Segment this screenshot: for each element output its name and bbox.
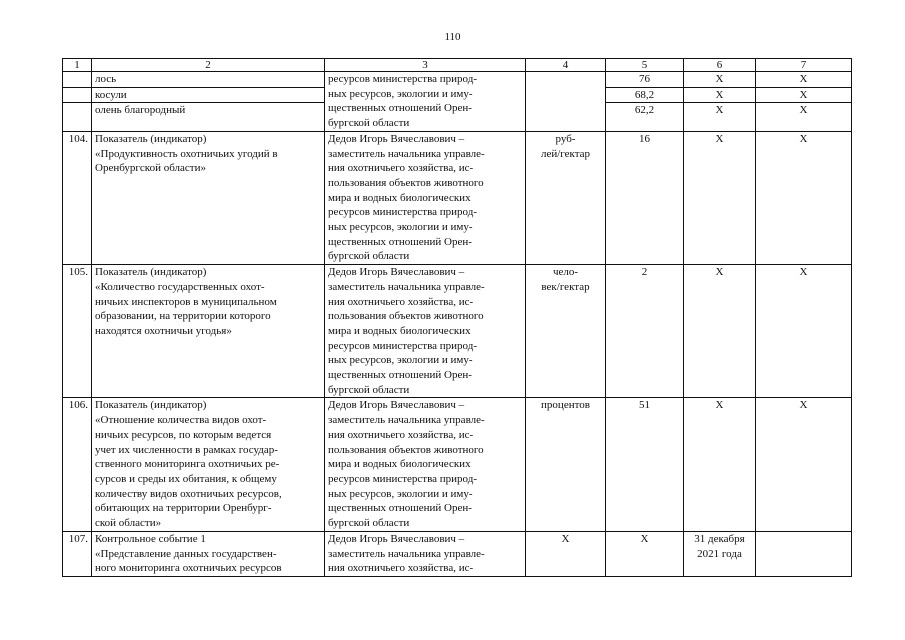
column-header: 2: [92, 59, 325, 72]
species-cell: косули: [92, 87, 325, 103]
value-cell: Х: [606, 531, 684, 576]
col6-cell: Х: [684, 265, 756, 398]
col7-cell: [756, 531, 852, 576]
column-header-row: [63, 59, 852, 72]
responsible-cell: Дедов Игорь Вячеславович – заместитель начальника управле- ния охотничьего хозяйства, ис- пользования объектов животного мира и водных биологических ресурсов министерства природ- ных ресурсов, экологии и иму- щественных отношений Орен- бургской области: [325, 265, 526, 398]
species-cell: олень благородный: [92, 103, 325, 131]
col7-cell: Х: [756, 72, 852, 88]
column-header: 3: [325, 59, 526, 72]
value-cell: 51: [606, 398, 684, 531]
row-number-cell: [63, 103, 92, 131]
unit-cell: чело- век/гектар: [526, 265, 606, 398]
unit-cell: Х: [526, 531, 606, 576]
responsible-cell: Дедов Игорь Вячеславович – заместитель начальника управле- ния охотничьего хозяйства, ис- пользования объектов животного мира и водных биологических ресурсов министерства природ- ных ресурсов, экологии и иму- щественных отношений Орен- бургской области: [325, 398, 526, 531]
col7-cell: Х: [756, 131, 852, 264]
col6-cell: Х: [684, 398, 756, 531]
col6-cell: Х: [684, 131, 756, 264]
value-cell: 2: [606, 265, 684, 398]
col6-cell: 31 декабря 2021 года: [684, 531, 756, 576]
row-number-cell: 106.: [63, 398, 92, 531]
col6-cell: Х: [684, 72, 756, 88]
indicator-cell: Показатель (индикатор) «Продуктивность охотничьих угодий в Оренбургской области»: [92, 131, 325, 264]
indicator-cell: Контрольное событие 1 «Представление данных государствен- ного мониторинга охотничьих ресурсов: [92, 531, 325, 576]
column-header: 7: [756, 59, 852, 72]
table-row: [63, 131, 852, 264]
row-number-cell: 105.: [63, 265, 92, 398]
value-cell: 68,2: [606, 87, 684, 103]
value-cell: 76: [606, 72, 684, 88]
species-cell: лось: [92, 72, 325, 88]
table-row: [63, 265, 852, 398]
unit-cell: руб- лей/гектар: [526, 131, 606, 264]
column-header: 1: [63, 59, 92, 72]
col6-cell: Х: [684, 87, 756, 103]
value-cell: 62,2: [606, 103, 684, 131]
table-row: [63, 72, 852, 88]
table-row: [63, 398, 852, 531]
col7-cell: Х: [756, 398, 852, 531]
row-number-cell: [63, 72, 92, 88]
col6-cell: Х: [684, 103, 756, 131]
column-header: 6: [684, 59, 756, 72]
row-number-cell: [63, 87, 92, 103]
indicator-cell: Показатель (индикатор) «Количество государственных охот- ничьих инспекторов в муниципальном образовании, на территории которого находятся охотничьи угодья»: [92, 265, 325, 398]
col7-cell: Х: [756, 265, 852, 398]
responsible-cell: ресурсов министерства природ- ных ресурсов, экологии и иму- щественных отношений Орен- бургской области: [325, 72, 526, 132]
value-cell: 16: [606, 131, 684, 264]
row-number-cell: 104.: [63, 131, 92, 264]
indicators-table: [62, 58, 852, 577]
responsible-cell: Дедов Игорь Вячеславович – заместитель начальника управле- ния охотничьего хозяйства, ис- пользования объектов животного мира и водных биологических ресурсов министерства природ- ных ресурсов, экологии и иму- щественных отношений Орен- бургской области: [325, 131, 526, 264]
column-header: 4: [526, 59, 606, 72]
unit-cell: [526, 72, 606, 132]
indicator-cell: Показатель (индикатор) «Отношение количества видов охот- ничьих ресурсов, по которым ведется учет их численности в рамках государ- ственного мониторинга охотничьих ре- сурсов и среды их обитания, к общему количеству видов охотничьих ресурсов, обитающих на территории Оренбург- ской области»: [92, 398, 325, 531]
responsible-cell: Дедов Игорь Вячеславович – заместитель начальника управле- ния охотничьего хозяйства, ис-: [325, 531, 526, 576]
page-number: 110: [444, 31, 461, 43]
row-number-cell: 107.: [63, 531, 92, 576]
col7-cell: Х: [756, 87, 852, 103]
col7-cell: Х: [756, 103, 852, 131]
table-row: [63, 531, 852, 576]
unit-cell: процентов: [526, 398, 606, 531]
column-header: 5: [606, 59, 684, 72]
